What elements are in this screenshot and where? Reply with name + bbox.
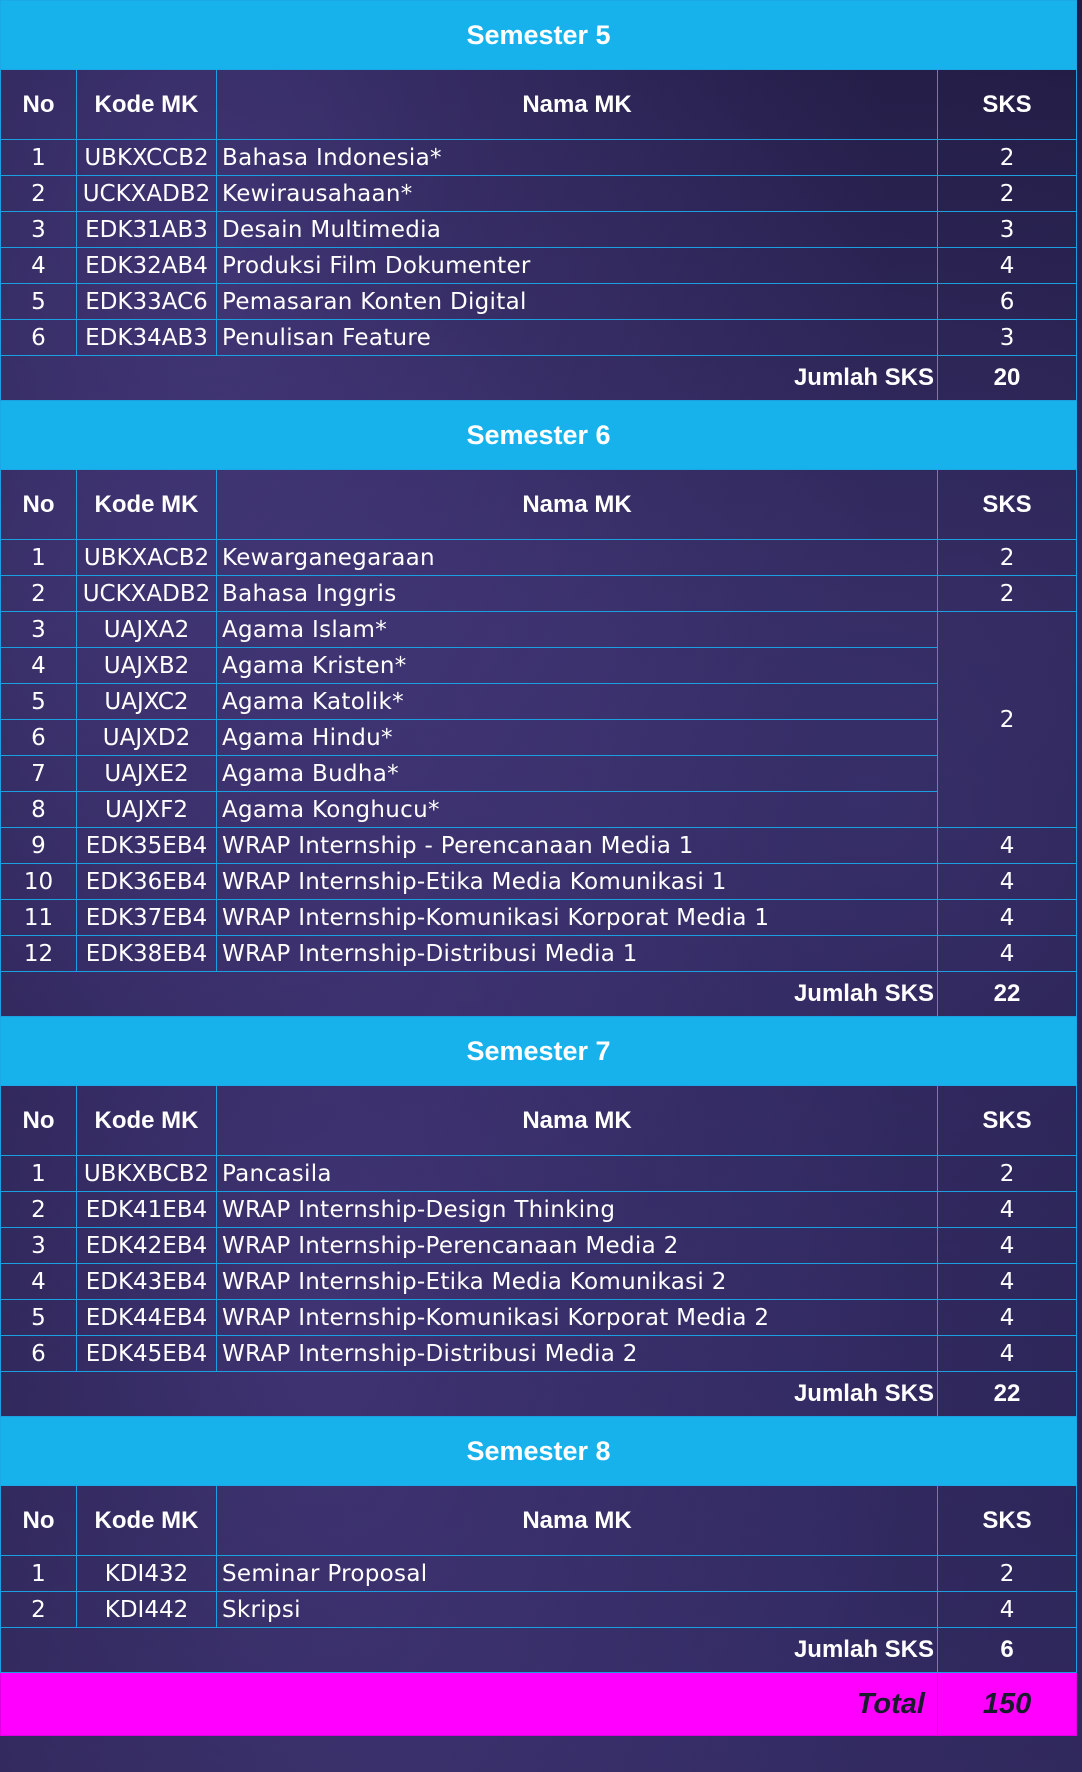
row-sks: 2 [938, 1556, 1077, 1592]
row-kode-mk: UCKXADB2 [77, 176, 217, 212]
row-kode-mk: UBKXBCB2 [77, 1156, 217, 1192]
row-kode-mk: EDK36EB4 [77, 864, 217, 900]
row-no: 3 [1, 212, 77, 248]
row-sks: 4 [938, 900, 1077, 936]
row-no: 4 [1, 648, 77, 684]
row-kode-mk: EDK42EB4 [77, 1228, 217, 1264]
row-kode-mk: EDK32AB4 [77, 248, 217, 284]
row-nama-mk: WRAP Internship-Distribusi Media 1 [217, 936, 938, 972]
row-sks: 2 [938, 576, 1077, 612]
column-header-no: No [1, 470, 77, 540]
row-nama-mk: Kewirausahaan* [217, 176, 938, 212]
row-nama-mk: Agama Budha* [217, 756, 938, 792]
column-header-kode: Kode MK [77, 1486, 217, 1556]
row-sks: 2 [938, 140, 1077, 176]
table-row [1, 1228, 1077, 1264]
row-sks: 4 [938, 1192, 1077, 1228]
row-no: 10 [1, 864, 77, 900]
column-header-row [1, 1486, 1077, 1556]
semester-sum-row [1, 356, 1077, 401]
row-no: 6 [1, 720, 77, 756]
row-sks: 3 [938, 212, 1077, 248]
row-nama-mk: WRAP Internship-Etika Media Komunikasi 2 [217, 1264, 938, 1300]
row-sks: 4 [938, 1300, 1077, 1336]
row-nama-mk: Seminar Proposal [217, 1556, 938, 1592]
row-nama-mk: Pancasila [217, 1156, 938, 1192]
row-nama-mk: Kewarganegaraan [217, 540, 938, 576]
row-no: 2 [1, 1192, 77, 1228]
row-kode-mk: UAJXC2 [77, 684, 217, 720]
row-nama-mk: Agama Katolik* [217, 684, 938, 720]
row-kode-mk: EDK33AC6 [77, 284, 217, 320]
sum-value: 22 [938, 1372, 1077, 1417]
column-header-kode: Kode MK [77, 70, 217, 140]
grand-total-value: 150 [938, 1673, 1077, 1736]
semester-title: Semester 5 [1, 1, 1077, 70]
row-sks: 2 [938, 540, 1077, 576]
table-row [1, 284, 1077, 320]
column-header-sks: SKS [938, 1086, 1077, 1156]
row-no: 2 [1, 176, 77, 212]
row-kode-mk: UAJXE2 [77, 756, 217, 792]
column-header-no: No [1, 1086, 77, 1156]
row-no: 1 [1, 1556, 77, 1592]
row-kode-mk: UBKXCCB2 [77, 140, 217, 176]
table-row [1, 540, 1077, 576]
table-row [1, 320, 1077, 356]
column-header-sks: SKS [938, 470, 1077, 540]
column-header-kode: Kode MK [77, 1086, 217, 1156]
table-row [1, 1592, 1077, 1628]
row-nama-mk: Pemasaran Konten Digital [217, 284, 938, 320]
row-nama-mk: WRAP Internship-Perencanaan Media 2 [217, 1228, 938, 1264]
row-nama-mk: Agama Konghucu* [217, 792, 938, 828]
row-nama-mk: Desain Multimedia [217, 212, 938, 248]
row-kode-mk: EDK37EB4 [77, 900, 217, 936]
column-header-row [1, 1086, 1077, 1156]
row-kode-mk: UAJXB2 [77, 648, 217, 684]
row-kode-mk: UAJXD2 [77, 720, 217, 756]
row-kode-mk: EDK35EB4 [77, 828, 217, 864]
semester-sum-row [1, 972, 1077, 1017]
table-row [1, 612, 1077, 648]
table-row [1, 576, 1077, 612]
row-kode-mk: EDK43EB4 [77, 1264, 217, 1300]
column-header-no: No [1, 1486, 77, 1556]
row-sks: 4 [938, 936, 1077, 972]
row-sks: 4 [938, 1336, 1077, 1372]
table-row [1, 1156, 1077, 1192]
column-header-nama: Nama MK [217, 1486, 938, 1556]
row-kode-mk: UCKXADB2 [77, 576, 217, 612]
row-nama-mk: Bahasa Indonesia* [217, 140, 938, 176]
column-header-row [1, 70, 1077, 140]
semester-header [1, 1017, 1077, 1086]
grand-total-label: Total [1, 1673, 938, 1736]
row-sks: 4 [938, 828, 1077, 864]
semester-header [1, 1, 1077, 70]
column-header-sks: SKS [938, 70, 1077, 140]
column-header-nama: Nama MK [217, 70, 938, 140]
row-sks: 4 [938, 248, 1077, 284]
row-nama-mk: Agama Hindu* [217, 720, 938, 756]
grand-total-row [1, 1673, 1077, 1736]
row-kode-mk: EDK41EB4 [77, 1192, 217, 1228]
row-sks: 4 [938, 1264, 1077, 1300]
column-header-kode: Kode MK [77, 470, 217, 540]
row-sks: 6 [938, 284, 1077, 320]
sum-label: Jumlah SKS [1, 1372, 938, 1417]
row-kode-mk: UAJXF2 [77, 792, 217, 828]
table-row [1, 212, 1077, 248]
table-row [1, 248, 1077, 284]
row-kode-mk: KDI442 [77, 1592, 217, 1628]
row-kode-mk: EDK38EB4 [77, 936, 217, 972]
row-kode-mk: UAJXA2 [77, 612, 217, 648]
row-nama-mk: Produksi Film Dokumenter [217, 248, 938, 284]
row-no: 2 [1, 1592, 77, 1628]
table-row [1, 864, 1077, 900]
semester-sum-row [1, 1628, 1077, 1673]
row-no: 9 [1, 828, 77, 864]
sum-value: 6 [938, 1628, 1077, 1673]
semester-header [1, 401, 1077, 470]
row-no: 8 [1, 792, 77, 828]
row-nama-mk: Agama Islam* [217, 612, 938, 648]
row-sks: 4 [938, 864, 1077, 900]
row-sks: 3 [938, 320, 1077, 356]
curriculum-table-body [1, 1, 1077, 1736]
row-no: 3 [1, 1228, 77, 1264]
table-row [1, 1336, 1077, 1372]
row-no: 5 [1, 284, 77, 320]
column-header-sks: SKS [938, 1486, 1077, 1556]
table-row [1, 648, 1077, 684]
row-sks: 2 [938, 1156, 1077, 1192]
row-no: 1 [1, 540, 77, 576]
table-row [1, 936, 1077, 972]
row-no: 4 [1, 248, 77, 284]
row-kode-mk: EDK31AB3 [77, 212, 217, 248]
sum-label: Jumlah SKS [1, 1628, 938, 1673]
row-no: 4 [1, 1264, 77, 1300]
column-header-nama: Nama MK [217, 1086, 938, 1156]
row-no: 6 [1, 320, 77, 356]
semester-title: Semester 6 [1, 401, 1077, 470]
table-row [1, 720, 1077, 756]
row-no: 7 [1, 756, 77, 792]
table-row [1, 1192, 1077, 1228]
table-row [1, 792, 1077, 828]
row-nama-mk: Bahasa Inggris [217, 576, 938, 612]
row-nama-mk: WRAP Internship-Distribusi Media 2 [217, 1336, 938, 1372]
row-sks: 4 [938, 1228, 1077, 1264]
row-kode-mk: UBKXACB2 [77, 540, 217, 576]
row-no: 2 [1, 576, 77, 612]
row-kode-mk: KDI432 [77, 1556, 217, 1592]
row-kode-mk: EDK34AB3 [77, 320, 217, 356]
row-sks: 4 [938, 1592, 1077, 1628]
semester-title: Semester 8 [1, 1417, 1077, 1486]
row-kode-mk: EDK44EB4 [77, 1300, 217, 1336]
row-kode-mk: EDK45EB4 [77, 1336, 217, 1372]
row-nama-mk: Penulisan Feature [217, 320, 938, 356]
row-no: 5 [1, 1300, 77, 1336]
row-no: 3 [1, 612, 77, 648]
row-no: 6 [1, 1336, 77, 1372]
row-no: 11 [1, 900, 77, 936]
row-no: 1 [1, 140, 77, 176]
sum-value: 20 [938, 356, 1077, 401]
row-no: 1 [1, 1156, 77, 1192]
row-sks: 2 [938, 176, 1077, 212]
semester-sum-row [1, 1372, 1077, 1417]
row-nama-mk: WRAP Internship-Etika Media Komunikasi 1 [217, 864, 938, 900]
table-row [1, 1556, 1077, 1592]
semester-title: Semester 7 [1, 1017, 1077, 1086]
table-row [1, 176, 1077, 212]
column-header-no: No [1, 70, 77, 140]
table-row [1, 140, 1077, 176]
row-nama-mk: WRAP Internship-Komunikasi Korporat Media 1 [217, 900, 938, 936]
row-nama-mk: Agama Kristen* [217, 648, 938, 684]
row-nama-mk: Skripsi [217, 1592, 938, 1628]
row-no: 5 [1, 684, 77, 720]
row-nama-mk: WRAP Internship-Komunikasi Korporat Media 2 [217, 1300, 938, 1336]
column-header-row [1, 470, 1077, 540]
row-no: 12 [1, 936, 77, 972]
semester-header [1, 1417, 1077, 1486]
table-row [1, 828, 1077, 864]
table-row [1, 900, 1077, 936]
sum-label: Jumlah SKS [1, 356, 938, 401]
row-sks: 2 [938, 612, 1077, 828]
table-row [1, 756, 1077, 792]
column-header-nama: Nama MK [217, 470, 938, 540]
table-row [1, 684, 1077, 720]
row-nama-mk: WRAP Internship-Design Thinking [217, 1192, 938, 1228]
table-row [1, 1264, 1077, 1300]
row-nama-mk: WRAP Internship - Perencanaan Media 1 [217, 828, 938, 864]
sum-value: 22 [938, 972, 1077, 1017]
table-row [1, 1300, 1077, 1336]
sum-label: Jumlah SKS [1, 972, 938, 1017]
